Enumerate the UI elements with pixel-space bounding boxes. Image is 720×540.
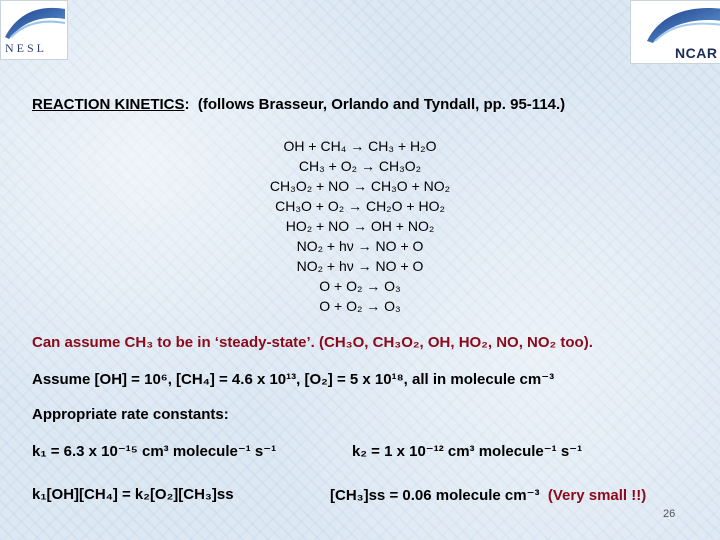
- ncar-logo-text: NCAR: [675, 45, 718, 61]
- reaction-item: HO₂ + NO → OH + NO₂: [285, 218, 435, 234]
- k2-rate-constant: k₂ = 1 x 10⁻¹² cm³ molecule⁻¹ s⁻¹: [352, 443, 583, 460]
- ch3-steady-state-value: [CH₃]ss = 0.06 molecule cm⁻³: [330, 487, 540, 504]
- reaction-item: NO₂ + hν → NO + O: [296, 238, 424, 254]
- reaction-item: NO₂ + hν → NO + O: [296, 258, 424, 274]
- concentration-assumption: Assume [OH] = 10⁶, [CH₄] = 4.6 x 10¹³, [O₂] = 5 x 10¹⁸, all in molecule cm⁻³: [32, 371, 555, 388]
- nesl-logo-text: NESL: [5, 41, 47, 55]
- reaction-item: O + O₂ → O₃: [319, 298, 401, 314]
- page-number: 26: [663, 508, 676, 520]
- steady-state-balance-equation: k₁[OH][CH₄] = k₂[O₂][CH₃]ss: [32, 486, 234, 503]
- reaction-item: CH₃ + O₂ → CH₃O₂: [298, 158, 422, 174]
- title-colon: :: [184, 96, 190, 113]
- very-small-note: (Very small !!): [547, 487, 647, 504]
- slide-title-line: [32, 96, 565, 113]
- reaction-item: CH₃O + O₂ → CH₂O + HO₂: [275, 198, 445, 214]
- ncar-logo: [630, 0, 720, 64]
- steady-state-statement: Can assume CH₃ to be in ‘steady-state’. (CH₃O, CH₃O₂, OH, HO₂, NO, NO₂ too).: [32, 334, 593, 351]
- slide-title: REACTION KINETICS: [32, 96, 185, 113]
- reaction-item: O + O₂ → O₃: [319, 278, 401, 294]
- k1-rate-constant: k₁ = 6.3 x 10⁻¹⁵ cm³ molecule⁻¹ s⁻¹: [32, 443, 277, 460]
- title-citation: (follows Brasseur, Orlando and Tyndall, pp. 95-114.): [197, 96, 566, 113]
- ch3-steady-state-result: [330, 486, 646, 504]
- nesl-logo: [0, 0, 68, 60]
- rate-constants-heading: Appropriate rate constants:: [32, 406, 229, 423]
- reaction-list: [0, 136, 720, 316]
- reaction-item: OH + CH₄ → CH₃ + H₂O: [283, 138, 437, 154]
- reaction-item: CH₃O₂ + NO → CH₃O + NO₂: [269, 178, 451, 194]
